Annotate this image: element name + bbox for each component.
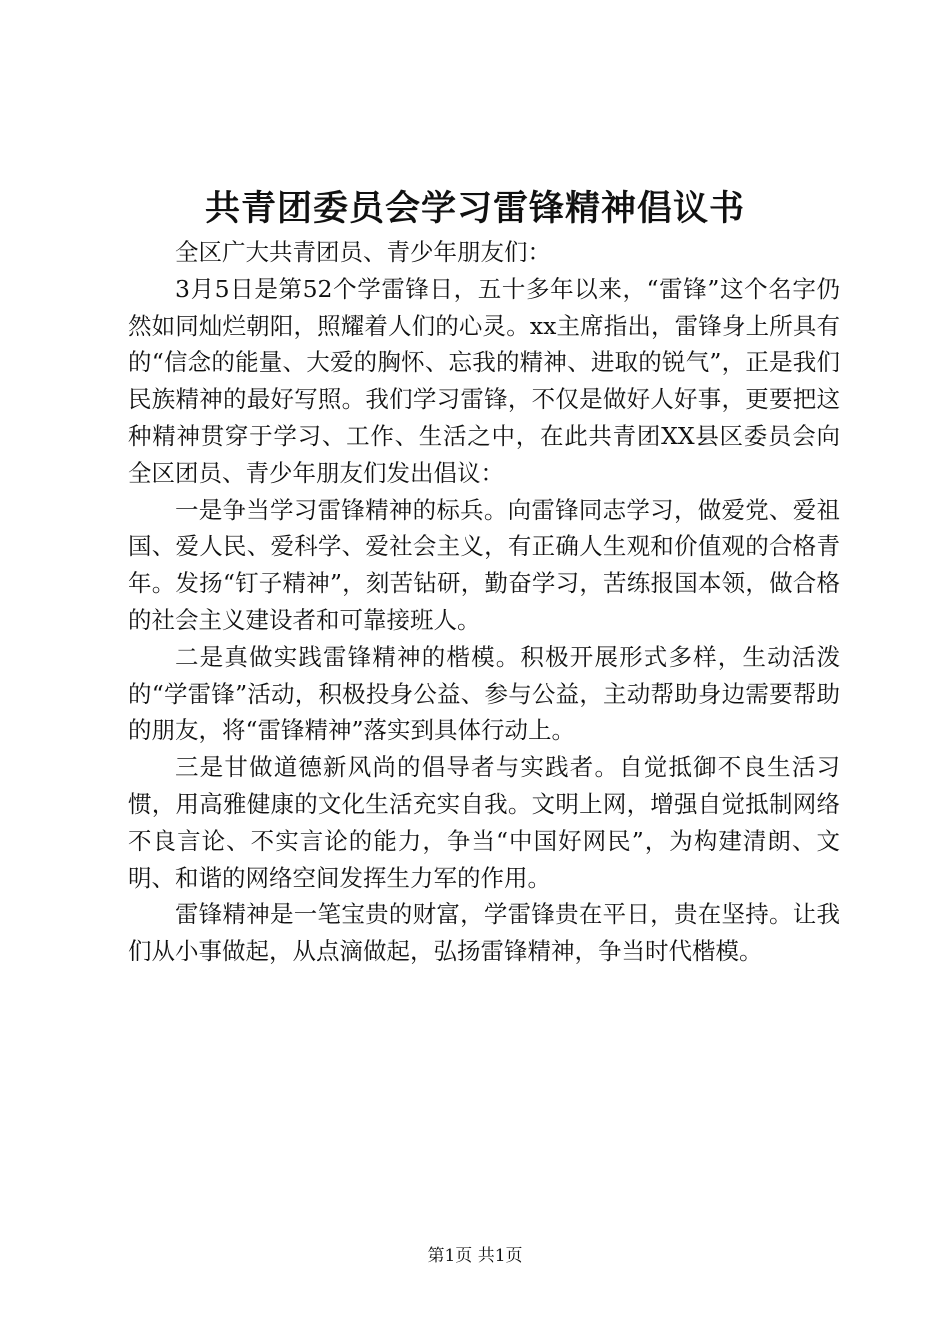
page-number-footer: 第1页 共1页 xyxy=(427,1246,523,1266)
document-body xyxy=(128,234,840,970)
paragraph-point-three: 三是甘做道德新风尚的倡导者与实践者。自觉抵御不良生活习惯，用高雅健康的文化生活充实自我。文明上网，增强自觉抵制网络不良言论、不实言论的能力，争当“中国好网民”，为构建清朗、文明、和谐的网络空间发挥生力军的作用。 xyxy=(128,753,840,892)
paragraph-intro: 3月5日是第52个学雷锋日，五十多年以来，“雷锋”这个名字仍然如同灿烂朝阳，照耀着人们的心灵。xx主席指出，雷锋身上所具有的“信念的能量、大爱的胸怀、忘我的精神、进取的锐气”，正是我们民族精神的最好写照。我们学习雷锋，不仅是做好人好事，更要把这种精神贯穿于学习、工作、生活之中，在此共青团XX县区委员会向全区团员、青少年朋友们发出倡议： xyxy=(128,274,840,487)
paragraph-point-one: 一是争当学习雷锋精神的标兵。向雷锋同志学习，做爱党、爱祖国、爱人民、爱科学、爱社会主义，有正确人生观和价值观的合格青年。发扬“钉子精神”，刻苦钻研，勤奋学习，苦练报国本领，做合格的社会主义建设者和可靠接班人。 xyxy=(128,495,840,634)
salutation: 全区广大共青团员、青少年朋友们： xyxy=(175,238,551,266)
document-title: 共青团委员会学习雷锋精神倡议书 xyxy=(204,188,745,229)
paragraph-point-two: 二是真做实践雷锋精神的楷模。积极开展形式多样，生动活泼的“学雷锋”活动，积极投身公益、参与公益，主动帮助身边需要帮助的朋友，将“雷锋精神”落实到具体行动上。 xyxy=(128,642,840,745)
paragraph-closing: 雷锋精神是一笔宝贵的财富，学雷锋贵在平日，贵在坚持。让我们从小事做起，从点滴做起，弘扬雷锋精神，争当时代楷模。 xyxy=(128,900,840,966)
